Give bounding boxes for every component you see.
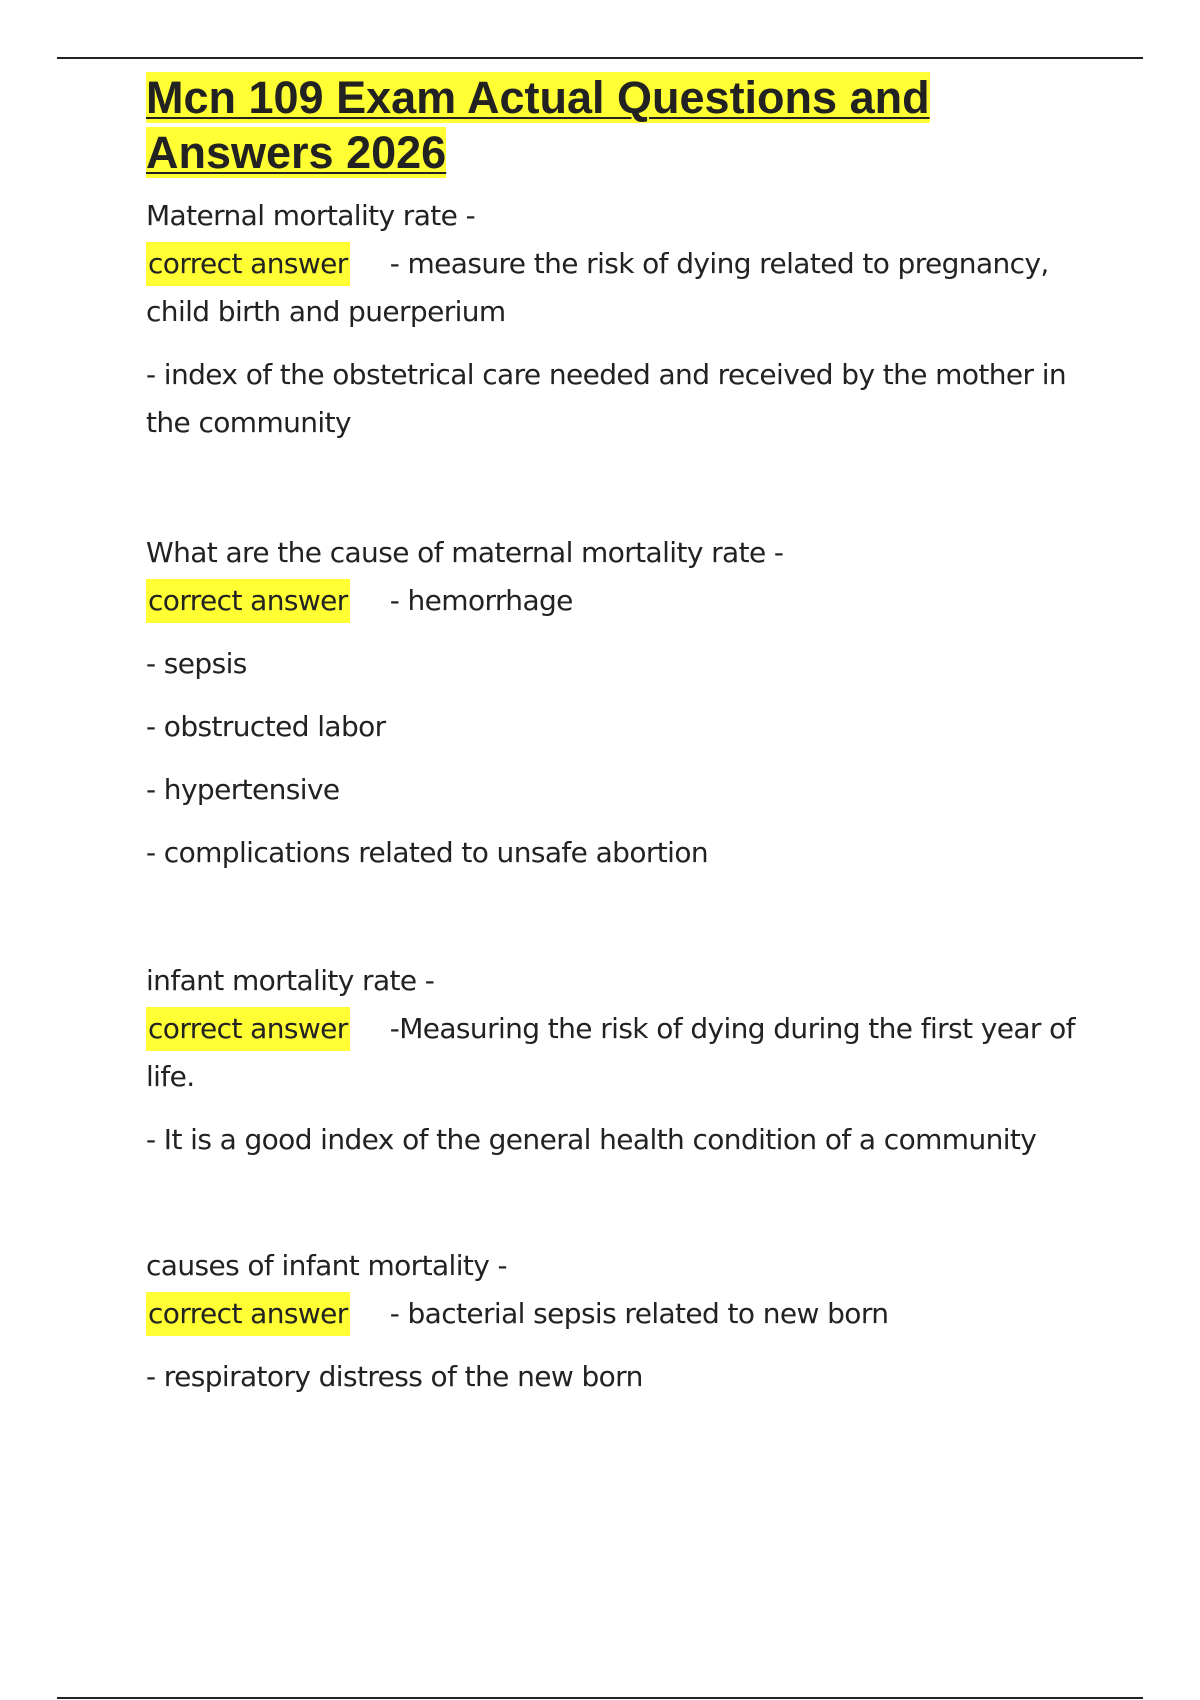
answer-label: correct answer bbox=[146, 579, 350, 623]
qa-block bbox=[146, 192, 1086, 1401]
answer-value: -Measuring the risk of dying during the first year of life. bbox=[146, 1012, 1075, 1093]
header-rule bbox=[57, 57, 1143, 59]
answer-extra-line: - respiratory distress of the new born bbox=[146, 1360, 643, 1393]
answer-text bbox=[146, 1290, 1086, 1338]
answer-extra-line: - obstructed labor bbox=[146, 710, 386, 743]
answer-extra-line: - index of the obstetrical care needed and received by the mother in the community bbox=[146, 358, 1067, 439]
answer-extra-line: - complications related to unsafe abortion bbox=[146, 836, 708, 869]
answer-value: - bacterial sepsis related to new born bbox=[389, 1297, 889, 1330]
answer-value: - hemorrhage bbox=[389, 584, 573, 617]
document-body bbox=[146, 70, 1086, 1401]
question-text: What are the cause of maternal mortality rate - bbox=[146, 536, 784, 569]
answer-extra-line: - hypertensive bbox=[146, 773, 340, 806]
question-text: infant mortality rate - bbox=[146, 964, 435, 997]
answer-label: correct answer bbox=[146, 1292, 350, 1336]
document-title: Mcn 109 Exam Actual Questions and Answers 2026 bbox=[146, 72, 930, 178]
answer-label: correct answer bbox=[146, 1007, 350, 1051]
question-text: Maternal mortality rate - bbox=[146, 199, 476, 232]
answer-text bbox=[146, 577, 1086, 625]
answer-extra-line: - It is a good index of the general health condition of a community bbox=[146, 1123, 1037, 1156]
answer-extra-line: - sepsis bbox=[146, 647, 247, 680]
answer-value: - measure the risk of dying related to pregnancy, child birth and puerperium bbox=[146, 247, 1049, 328]
answer-label: correct answer bbox=[146, 242, 350, 286]
footer-rule bbox=[57, 1697, 1143, 1699]
answer-text bbox=[146, 1005, 1086, 1101]
question-text: causes of infant mortality - bbox=[146, 1249, 508, 1282]
answer-text bbox=[146, 240, 1086, 336]
